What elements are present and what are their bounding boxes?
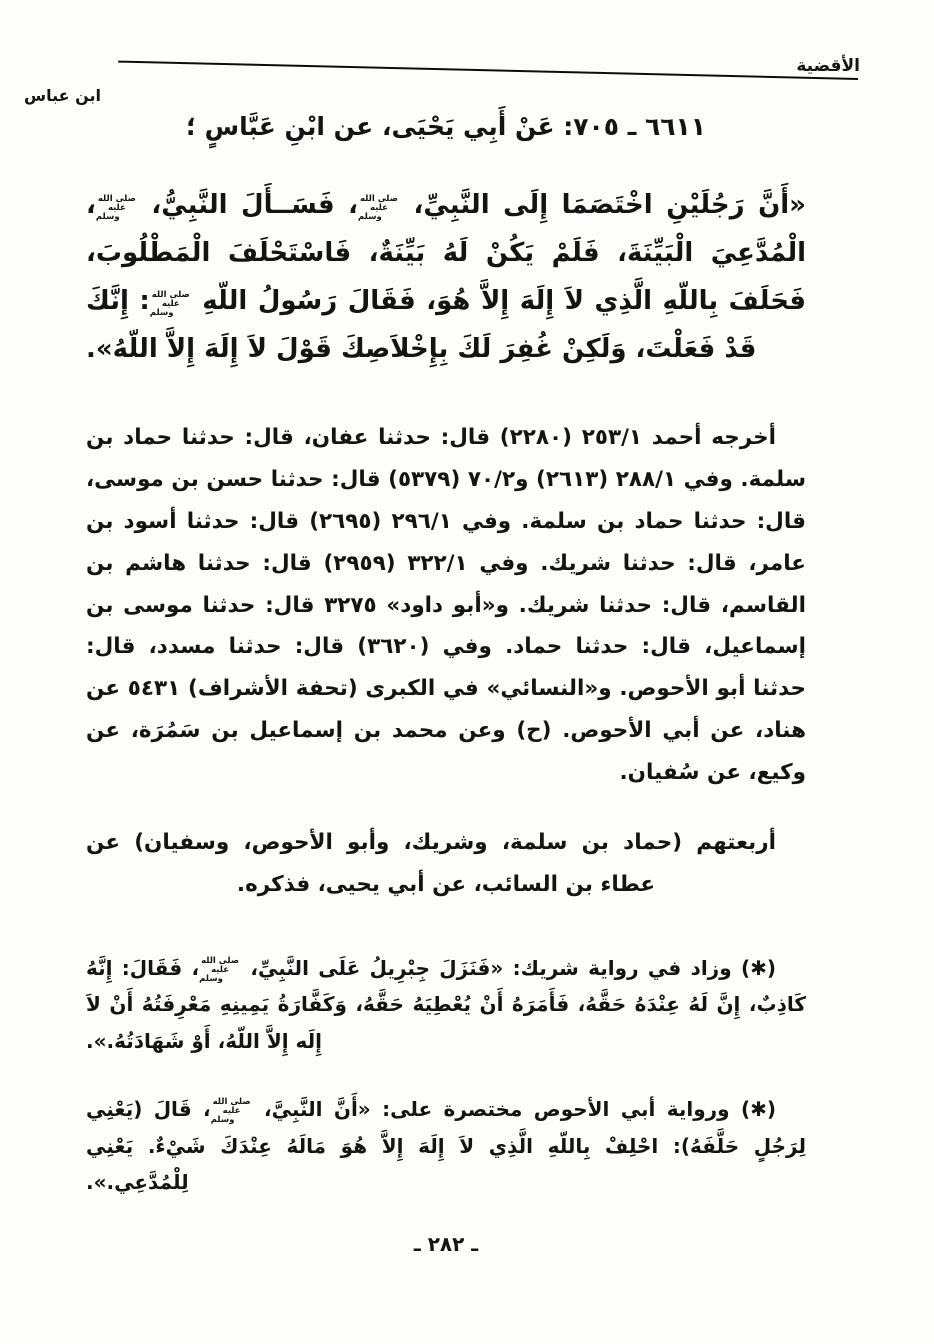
matn-segment: : إِنَّكَ قَدْ فَعَلْتَ، وَلَكِنْ غُفِرَ لَكَ بِإِخْلاَصِكَ قَوْلَ لاَ إِلَهَ إِلاَّ اللّهُ».: [86, 285, 757, 364]
takhrij-paragraph: أخرجه أحمد ٢٥٣/١ (٢٢٨٠) قال: حدثنا عفان، قال: حدثنا حماد بن سلمة. وفي ٢٨٨/١ (٢٦١٣) و٧٠/٢ (٥٣٧٩) قال: حدثنا حسن بن موسى، قال: حدثنا حماد بن سلمة. وفي ٢٩٦/١ (٢٦٩٥) قال: حدثنا أسود بن عامر، قال: حدثنا شريك. وفي ٣٢٢/١ (٢٩٥٩) قال: حدثنا هاشم بن القاسم، قال: حدثنا شريك. و«أبو داود» ٣٢٧٥ قال: حدثنا موسى بن إسماعيل، قال: حدثنا حماد. وفي (٣٦٢٠) قال: حدثنا مسدد، قال: حدثنا أبو الأحوص. و«النسائي» في الكبرى (تحفة الأشراف) ٥٤٣١ عن هناد، عن أبي الأحوص. (ح) وعن محمد بن إسماعيل بن سَمُرَة، عن وكيع، عن سُفيان.: [86, 424, 806, 786]
matn-segment: ، الْمُدَّعِيَ الْبَيِّنَةَ، فَلَمْ يَكُنْ لَهُ بَيِّنَةٌ، فَاسْتَحْلَفَ الْمَطْلُوبَ، فَحَلَفَ بِاللّهِ الَّذِي لاَ إِلَهَ إِلاَّ هُوَ، فَقَالَ رَسُولُ اللّهِ: [86, 189, 806, 316]
header-narrator-title: ابن عباس: [24, 86, 102, 105]
hadith-number-line: ٦٦١١ ـ ٧٠٥: عَنْ أَبِي يَحْيَى، عن ابْنِ عَبَّاسٍ ؛: [185, 112, 707, 141]
note-shurayk-addition: [86, 950, 806, 1059]
note-segment: (✱) ورواية أبي الأحوص مختصرة على: «أَنَّ النَّبِيَّ،: [252, 1097, 776, 1122]
header-chapter-title: الأقضية: [796, 56, 860, 76]
note-segment: ، قَالَ (يَعْنِي لِرَجُلٍ حَلَّفَهُ): احْلِفْ بِاللّهِ الَّذِي لاَ إِلَهَ إِلاَّ هُوَ مَالَهُ عِنْدَكَ شَيْءٌ. يَعْنِي لِلْمُدَّعِي.».: [86, 1097, 806, 1194]
isnad-summary: أربعتهم (حماد بن سلمة، وشريك، وأبو الأحوص، وسفيان) عن عطاء بن السائب، عن أبي يحيى، فذكره.: [86, 830, 776, 898]
text-column: [86, 106, 806, 1256]
pbuh-seal: صلى الله عليه وسلم: [199, 956, 240, 985]
pbuh-seal: صلى الله عليه وسلم: [210, 1097, 251, 1126]
pbuh-seal: صلى الله عليه وسلم: [149, 289, 190, 318]
note-abul-ahwas-version: [86, 1091, 806, 1200]
note-segment: (✱) وزاد في رواية شريك: «فَنَزَلَ جِبْرِيلُ عَلَى النَّبِيِّ،: [241, 956, 776, 981]
hadith-matn: [86, 181, 806, 373]
matn-segment: ، فَسَــأَلَ النَّبِيُّ،: [137, 189, 358, 220]
matn-segment: «أَنَّ رَجُلَيْنِ اخْتَصَمَا إِلَى النَّبِيِّ،: [400, 189, 806, 220]
note-segment: ، فَقَالَ: إِنَّهُ كَاذِبٌ، إِنَّ لَهُ عِنْدَهُ حَقَّهُ، فَأَمَرَهُ أَنْ يُعْطِيَهُ حَقَّهُ، وَكَفَّارَةُ يَمِينِهِ مَعْرِفَتُهُ أَنْ لاَ إِلَه إِلاَّ اللّهُ، أَوْ شَهَادَتُهُ.».: [86, 956, 806, 1053]
pbuh-seal: صلى الله عليه وسلم: [95, 193, 136, 222]
pbuh-seal: صلى الله عليه وسلم: [358, 193, 398, 222]
page-number: ـ ٢٨٢ ـ: [413, 1232, 479, 1257]
header-rule: [118, 61, 858, 80]
